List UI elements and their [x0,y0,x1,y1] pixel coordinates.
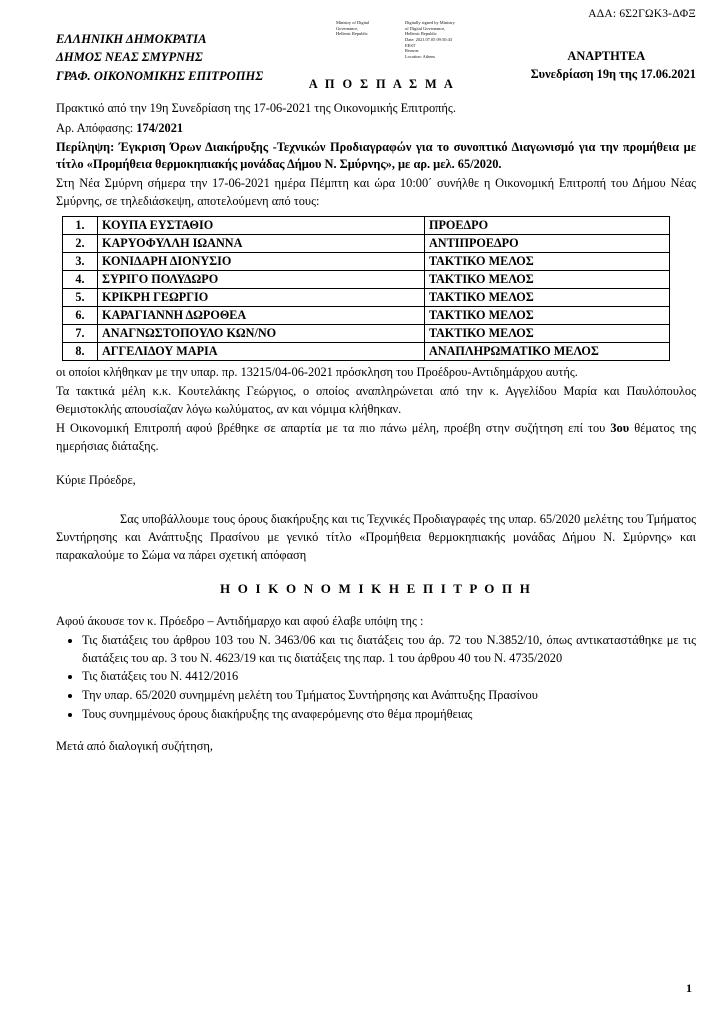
member-name: ΚΟΝΙΔΑΡΗ ΔΙΟΝΥΣΙΟ [98,252,425,270]
signature-detail-line: Location: Athens [405,53,436,59]
member-name: ΚΑΡΑΓΙΑΝΝΗ ΔΩΡΟΘΕΑ [98,306,425,324]
request-paragraph: Σας υποβάλλουμε τους όρους διακήρυξης και τις Τεχνικές Προδιαγραφές της υπαρ. 65/2020 μελέτης του Τμήματος Συντήρησης και Ανάπτυξης Πρασίνου με γενικό τίτλο «Προμήθεια θερμοκηπιακής μονάδας Δήμου Ν. Σμύρνης» και παρακαλούμε το Σώμα να πάρει σχετική απόφαση [56,512,696,562]
document-body [56,100,696,758]
publication-status: ΑΝΑΡΤΗΤΕΑ [567,49,646,63]
signature-detail-line: of Digital Governance, [405,25,446,31]
table-row [63,306,670,324]
authority-line-country: ΕΛΛΗΝΙΚΗ ΔΗΜΟΚΡΑΤΙΑ [56,32,207,46]
considerations-list [56,632,696,723]
member-number: 6. [63,306,98,324]
signature-detail-line: EEST [405,42,416,48]
salutation: Κύριε Πρόεδρε, [56,472,136,487]
decision-number-value: 174/2021 [136,120,184,135]
summary-paragraph [56,139,696,173]
publication-info [531,30,696,84]
table-row [63,234,670,252]
page-number: 1 [686,981,692,995]
authority-line-municipality: ΔΗΜΟΣ ΝΕΑΣ ΣΜΥΡΝΗΣ [56,50,203,65]
member-number: 1. [63,216,98,234]
page-title: Α Π Ο Σ Π Α Σ Μ Α [308,77,456,91]
list-item: • Τις διατάξεις του άρθρου 103 του Ν. 3463/06 και τις διατάξεις του άρ. 72 του Ν.3852/10, όπως αντικαταστάθηκε με τις διατάξεις του αρ. 3 του Ν. 4623/19 και τις διατάξεις της παρ. 1 του άρθρου 40 του Ν. 4735/2020 [82,632,696,667]
table-row [63,270,670,288]
table-row [63,342,670,360]
table-row [63,288,670,306]
member-role: ΤΑΚΤΙΚΟ ΜΕΛΟΣ [425,270,670,288]
authority-line-office: ΓΡΑΦ. ΟΙΚΟΝΟΜΙΚΗΣ ΕΠΙΤΡΟΠΗΣ [56,68,264,83]
member-name: ΣΥΡΙΓΟ ΠΟΛΥΔΩΡΟ [98,270,425,288]
member-role: ΤΑΚΤΙΚΟ ΜΕΛΟΣ [425,324,670,342]
signature-authority-line: Governance, [336,25,359,31]
committee-heading: Η Ο Ι Κ Ο Ν Ο Μ Ι Κ Η Ε Π Ι Τ Ρ Ο Π Η [219,581,533,597]
member-number: 7. [63,324,98,342]
member-name: ΑΓΓΕΛΙΔΟΥ ΜΑΡΙΑ [98,342,425,360]
member-name: ΑΝΑΓΝΩΣΤΟΠΟΥΛΟ ΚΩΝ/ΝΟ [98,324,425,342]
ada-code: ΑΔΑ: 6Σ2ΓΩΚ3-ΔΦΞ [588,8,696,20]
session-info: Συνεδρίαση 19η της 17.06.2021 [530,66,696,81]
quorum-note [56,420,696,455]
member-role: ΑΝΤΙΠΡΟΕΔΡΟ [425,234,670,252]
member-role: ΑΝΑΠΛΗΡΩΜΑΤΙΚΟ ΜΕΛΟΣ [425,342,670,360]
absence-note: Τα τακτικά μέλη κ.κ. Κουτελάκης Γεώργιος, ο οποίος αναπληρώνεται από την κ. Αγγελίδου Μαρία και Παυλόπουλος Θεμιστοκλής απουσίαζαν λόγω κωλύματος, αν και νόμιμα κλήθηκαν. [56,384,696,416]
decision-number-line [56,120,696,138]
minutes-reference: Πρακτικό από την 19η Συνεδρίαση της 17-06-2021 της Οικονομικής Επιτροπής. [56,101,456,115]
invitation-note: οι οποίοι κλήθηκαν με την υπαρ. πρ. 13215/04-06-2021 πρόσκληση του Προέδρου-Αντιδημάρχου αυτής. [56,364,578,379]
spacer [56,458,696,472]
signature-detail-line: Date: 2021.07.05 09:50:43 [405,36,453,42]
member-name: ΚΑΡΥΟΦΥΛΛΗ ΙΩΑΝΝΑ [98,234,425,252]
member-role: ΤΑΚΤΙΚΟ ΜΕΛΟΣ [425,288,670,306]
member-number: 3. [63,252,98,270]
member-role: ΤΑΚΤΙΚΟ ΜΕΛΟΣ [425,306,670,324]
members-table [62,216,670,361]
member-number: 5. [63,288,98,306]
quorum-note-end: θέματος της ημερήσιας διάταξης. [56,421,696,454]
table-row [63,324,670,342]
signature-detail-line: Digitally signed by Ministry [405,20,455,25]
table-row [63,252,670,270]
member-number: 8. [63,342,98,360]
meeting-intro: Στη Νέα Σμύρνη σήμερα την 17-06-2021 ημέρα Πέμπτη και ώρα 10:00΄ συνήλθε η Οικονομική Επιτροπή του Δήμου Νέας Σμύρνης, σε τηλεδιάσκεψη, αποτελούμενη από τους: [56,176,696,209]
members-table-body [63,216,670,360]
member-number: 4. [63,270,98,288]
signature-authority-line: Hellenic Republic [336,31,368,37]
list-item: • Τους συνημμένους όρους διακήρυξης της αναφερόμενης στο θέμα προμήθειας [82,706,696,724]
member-number: 2. [63,234,98,252]
spacer [56,724,696,738]
quorum-note-start: Η Οικονομική Επιτροπή αφού βρέθηκε σε απαρτία με τα πιο πάνω μέλη, προέβη στην συζήτηση επί του [56,421,611,436]
closing-paragraph: Μετά από διαλογική συζήτηση, [56,739,213,754]
signature-detail-line: Hellenic Republic [405,31,437,37]
table-row [63,216,670,234]
member-name: ΚΡΙΚΡΗ ΓΕΩΡΓΙΟ [98,288,425,306]
member-role: ΠΡΟΕΔΡΟ [425,216,670,234]
considerations-intro: Αφού άκουσε τον κ. Πρόεδρο – Αντιδήμαρχο και αφού έλαβε υπόψη της : [56,613,424,628]
member-name: ΚΟΥΠΑ ΕΥΣΤΑΘΙΟ [98,216,425,234]
signature-authority-line: Ministry of Digital [336,20,370,25]
spacer [56,491,696,511]
summary-text: Έγκριση Όρων Διακήρυξης -Τεχνικών Προδιαγραφών για το συνοπτικό Διαγωνισμό για την προμήθεια με τίτλο «Προμήθεια θερμοκηπιακής μονάδας Δήμου Ν. Σμύρνης», με αρ. μελ. 65/2020. [56,140,696,172]
decision-number-label: Αρ. Απόφασης: [56,120,137,135]
agenda-item-number: 3ου [610,421,630,436]
list-item: • Την υπαρ. 65/2020 συνημμένη μελέτη του Τμήματος Συντήρησης και Ανάπτυξης Πρασίνου [82,687,696,705]
signature-detail-line: Reason: [405,48,420,54]
list-item: • Τις διατάξεις του Ν. 4412/2016 [82,668,696,686]
summary-label: Περίληψη: [56,140,119,155]
member-role: ΤΑΚΤΙΚΟ ΜΕΛΟΣ [425,252,670,270]
